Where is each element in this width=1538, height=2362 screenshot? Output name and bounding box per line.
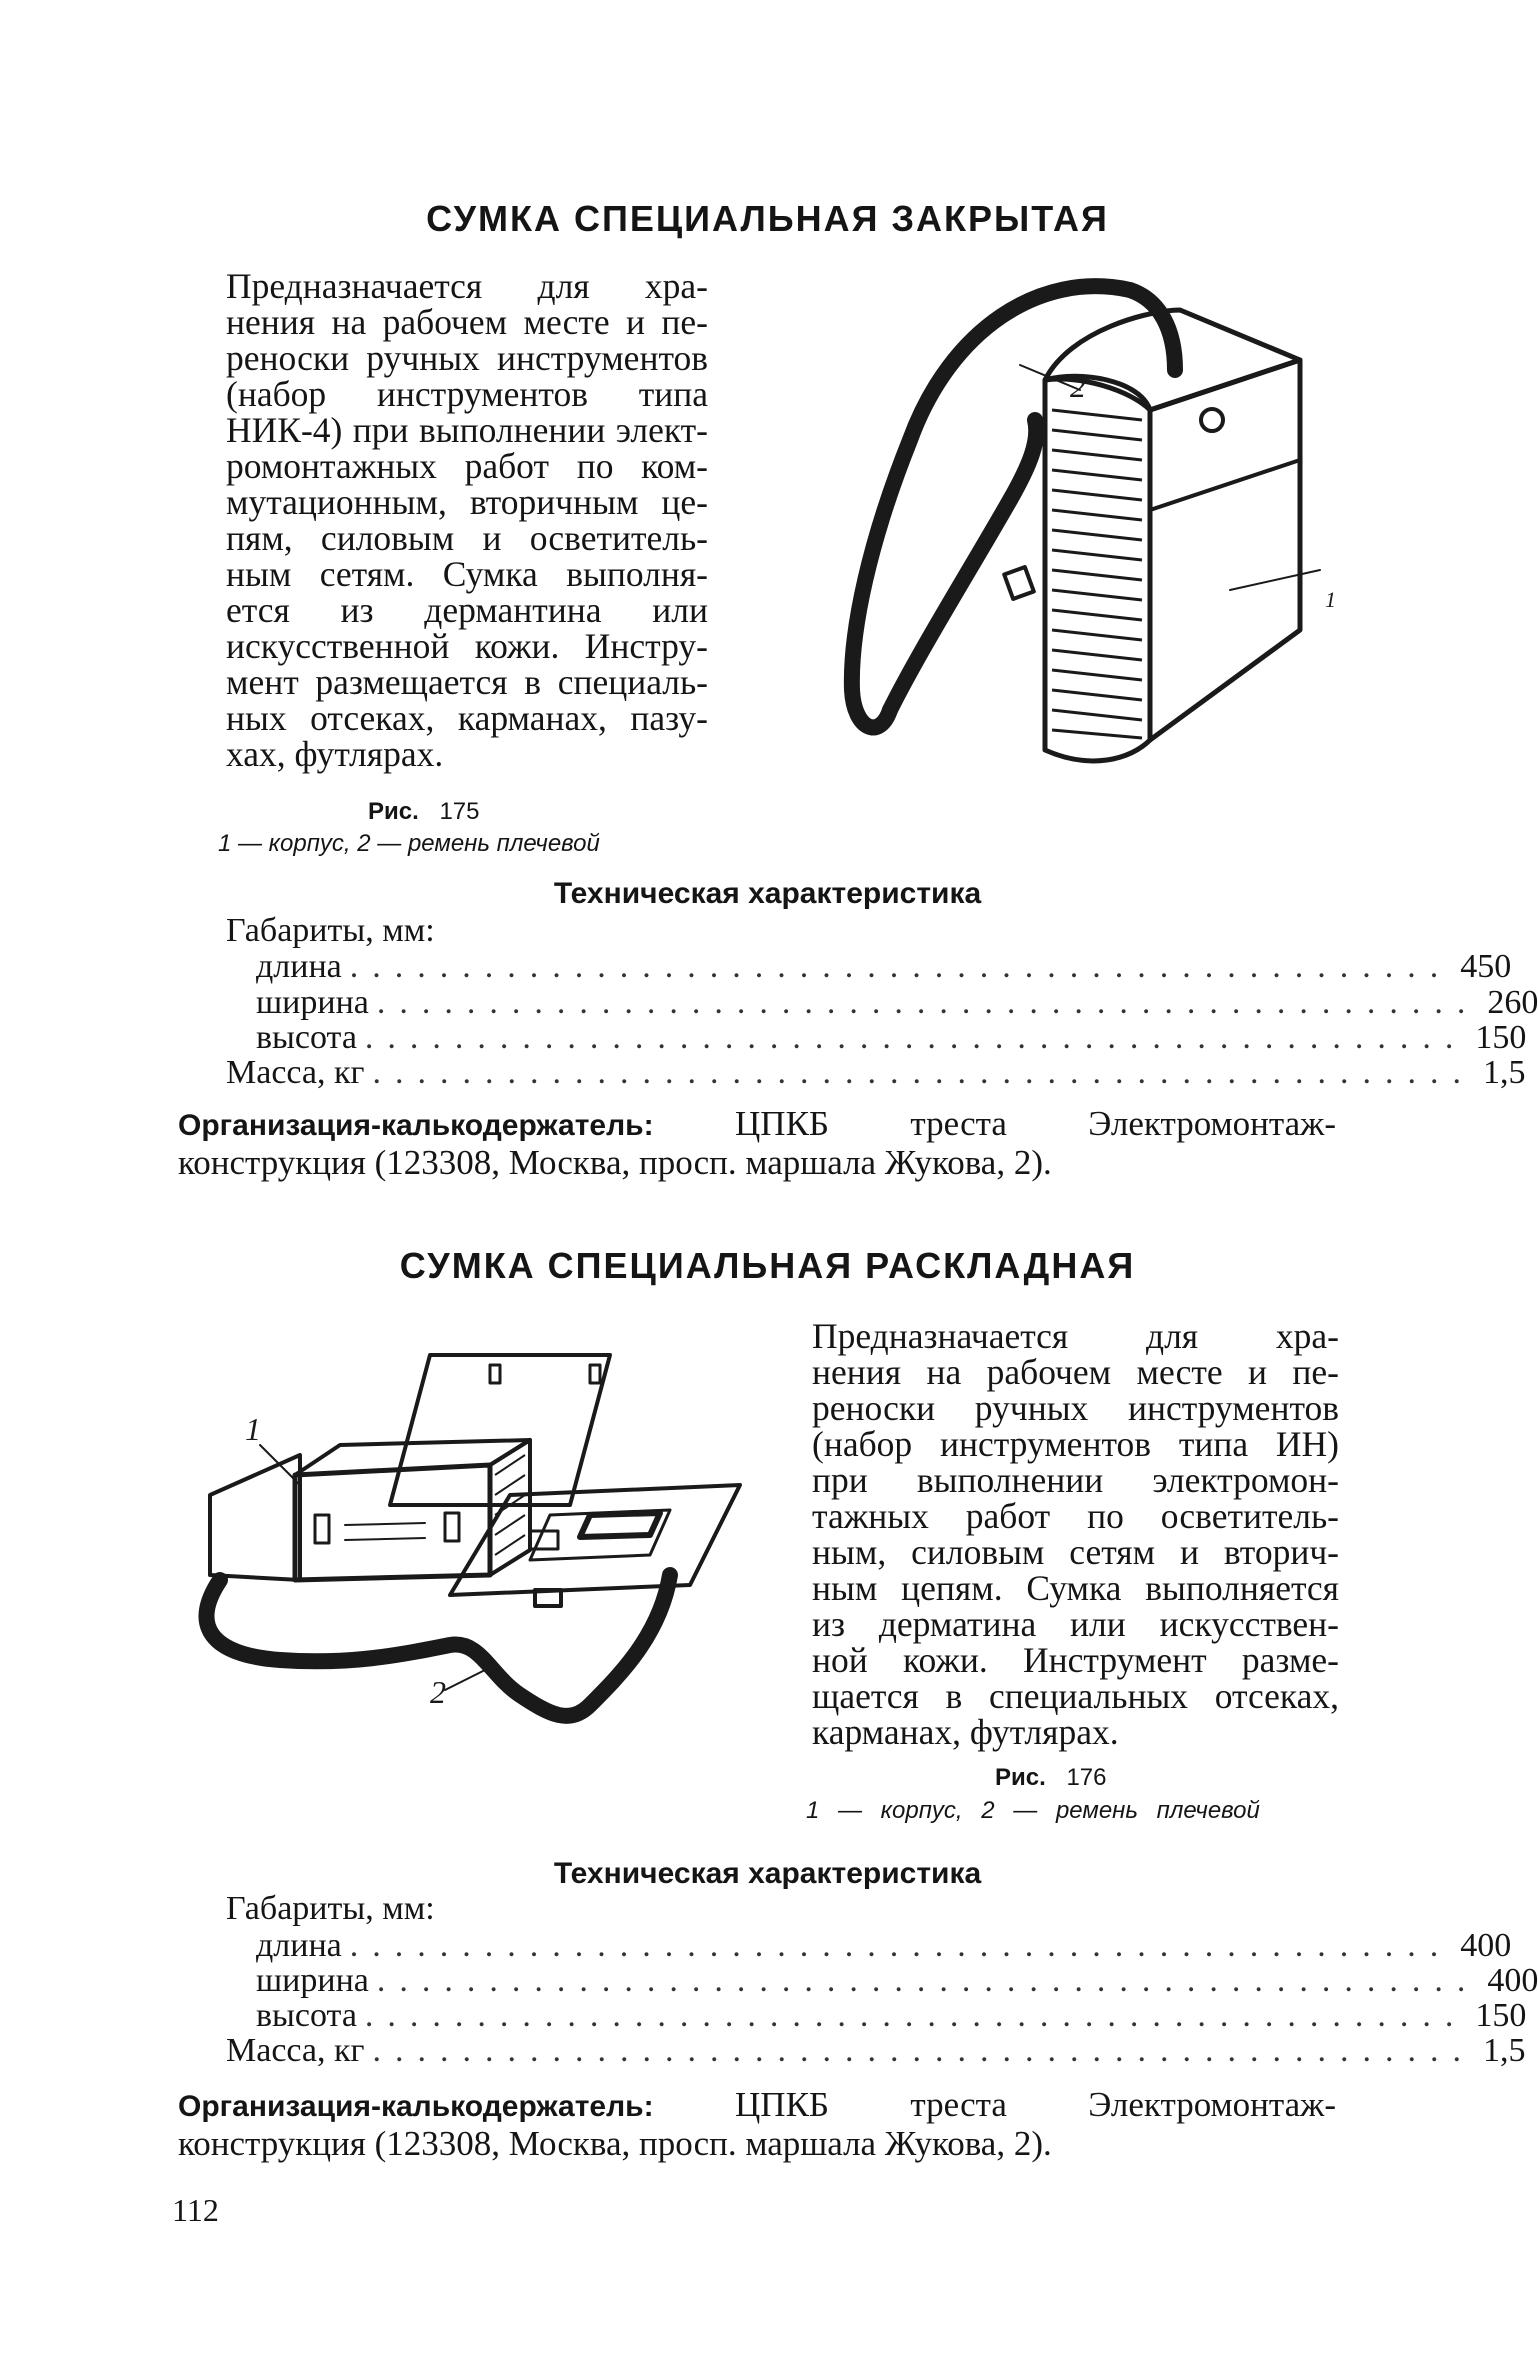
dot-leader: .................................................: [376, 984, 1480, 1021]
section1-spec-row-height: [256, 1019, 1527, 1056]
figure-175-label-2: 2: [1070, 368, 1086, 404]
figure-176-caption-prefix: Рис.: [995, 1764, 1046, 1791]
section1-desc-line: ромонтажных работ по ком-: [226, 446, 708, 486]
section1-org-line2: конструкция (123308, Москва, просп. маршала Жукова, 2).: [178, 1143, 1052, 1182]
section1-desc-line: (набор инструментов типа: [226, 374, 708, 414]
section1-spec-row-length: [256, 948, 1512, 985]
spec-name: ширина: [256, 1962, 369, 1999]
dot-leader: .................................................: [349, 1927, 1453, 1964]
spec-name: длина: [256, 1927, 342, 1964]
spec-value: 260: [1487, 984, 1538, 1021]
section1-desc-line: НИК-4) при выполнении элект-: [226, 410, 708, 450]
figure-176-caption: [995, 1764, 1107, 1792]
spec-value: 450: [1460, 948, 1512, 985]
figure-175-legend: 1 — корпус, 2 — ремень плечевой: [218, 830, 600, 857]
figure-176-folding-bag: [190, 1335, 750, 1755]
section2-desc-line: нения на рабочем месте и пе-: [812, 1352, 1339, 1392]
page-number: 112: [172, 2192, 219, 2228]
section1-description: [226, 268, 708, 772]
section1-desc-line: мент размещается в специаль-: [226, 662, 708, 702]
section2-spec-row-width: [256, 1962, 1538, 1999]
section1-spec-row-mass: [226, 1054, 1526, 1091]
section2-desc-line: щается в специальных отсеках,: [812, 1676, 1339, 1716]
spec-name: Масса, кг: [226, 2032, 365, 2069]
section1-title: СУМКА СПЕЦИАЛЬНАЯ ЗАКРЫТАЯ: [426, 198, 1109, 239]
spec-value: 400: [1487, 1962, 1538, 1999]
section1-org: [178, 1105, 1336, 1181]
figure-176-label-2: 2: [430, 1674, 446, 1710]
section2-desc-line: (набор инструментов типа ИН): [812, 1424, 1339, 1464]
dot-leader: .................................................: [372, 2032, 1475, 2069]
spec-name: Масса, кг: [226, 1054, 365, 1091]
section1-desc-line: Предназначается для хра-: [226, 266, 708, 306]
spec-value: 400: [1460, 1927, 1512, 1964]
figure-176-legend: 1 — корпус, 2 — ремень плечевой: [806, 1797, 1260, 1824]
section2-org-line1: ЦПКБ треста Электромонтаж-: [735, 2085, 1337, 2124]
spec-name: высота: [256, 1997, 357, 2034]
section2-spec-row-height: [256, 1997, 1527, 2034]
spec-value: 150: [1475, 1997, 1527, 2034]
section1-desc-line: нения на рабочем месте и пе-: [226, 302, 708, 342]
section1-desc-line: хах, футлярах.: [226, 734, 444, 774]
dot-leader: .................................................: [372, 1054, 1475, 1091]
dot-leader: .................................................: [364, 1019, 1468, 1056]
section1-spec-group-label: Габариты, мм:: [226, 912, 435, 949]
section1-org-line1: ЦПКБ треста Электромонтаж-: [735, 1104, 1337, 1143]
section1-desc-line: искусственной кожи. Инстру-: [226, 626, 708, 666]
section2-desc-line: Предназначается для хра-: [812, 1316, 1339, 1356]
figure-176-label-1: 1: [245, 1411, 261, 1447]
section2-spec-row-length: [256, 1927, 1512, 1964]
section2-desc-line: ным, силовым сетям и вторич-: [812, 1532, 1339, 1572]
section1-desc-line: мутационным, вторичным це-: [226, 482, 708, 522]
figure-176-caption-number: 176: [1066, 1764, 1107, 1791]
spec-value: 150: [1475, 1019, 1527, 1056]
spec-name: высота: [256, 1019, 357, 1056]
spec-name: длина: [256, 948, 342, 985]
section2-spec-group-label: Габариты, мм:: [226, 1890, 435, 1927]
section2-desc-line: ной кожи. Инструмент разме-: [812, 1640, 1339, 1680]
dot-leader: .................................................: [349, 948, 1453, 985]
section2-spec-row-mass: [226, 2032, 1526, 2069]
section2-desc-line: реноски ручных инструментов: [812, 1388, 1339, 1428]
section2-spec-heading: Техническая характеристика: [553, 1857, 982, 1890]
section2-desc-line: карманах, футлярах.: [812, 1712, 1119, 1752]
section1-desc-line: ных отсеках, карманах, пазу-: [226, 698, 708, 738]
figure-175-caption-number: 175: [439, 798, 480, 825]
section2-title: СУМКА СПЕЦИАЛЬНАЯ РАСКЛАДНАЯ: [399, 1245, 1136, 1286]
section1-desc-line: ется из дермантина или: [226, 590, 708, 630]
section2-desc-line: ным цепям. Сумка выполняется: [812, 1568, 1339, 1608]
section1-desc-line: пям, силовым и осветитель-: [226, 518, 708, 558]
section2-desc-line: тажных работ по осветитель-: [812, 1496, 1339, 1536]
section2-description: [812, 1318, 1339, 1750]
section2-org-line2: конструкция (123308, Москва, просп. маршала Жукова, 2).: [178, 2124, 1052, 2163]
spec-value: 1,5: [1482, 2032, 1526, 2069]
figure-175-label-1: 1: [1325, 587, 1336, 612]
section2-org-label: Организация-калькодержатель:: [178, 2090, 654, 2123]
figure-175-caption-prefix: Рис.: [368, 798, 419, 825]
section1-org-label: Организация-калькодержатель:: [178, 1109, 654, 1142]
section1-spec-heading: Техническая характеристика: [553, 877, 982, 910]
section1-desc-line: ным сетям. Сумка выполня-: [226, 554, 708, 594]
dot-leader: .................................................: [376, 1962, 1480, 1999]
figure-175-caption: [368, 798, 480, 826]
section1-desc-line: реноски ручных инструментов: [226, 338, 708, 378]
spec-value: 1,5: [1482, 1054, 1526, 1091]
figure-175-closed-bag: [830, 270, 1350, 830]
dot-leader: .................................................: [364, 1997, 1468, 2034]
section2-desc-line: при выполнении электромон-: [812, 1460, 1339, 1500]
section2-org: [178, 2086, 1336, 2162]
section1-spec-row-width: [256, 984, 1538, 1021]
section2-desc-line: из дерматина или искусствен-: [812, 1604, 1339, 1644]
spec-name: ширина: [256, 984, 369, 1021]
